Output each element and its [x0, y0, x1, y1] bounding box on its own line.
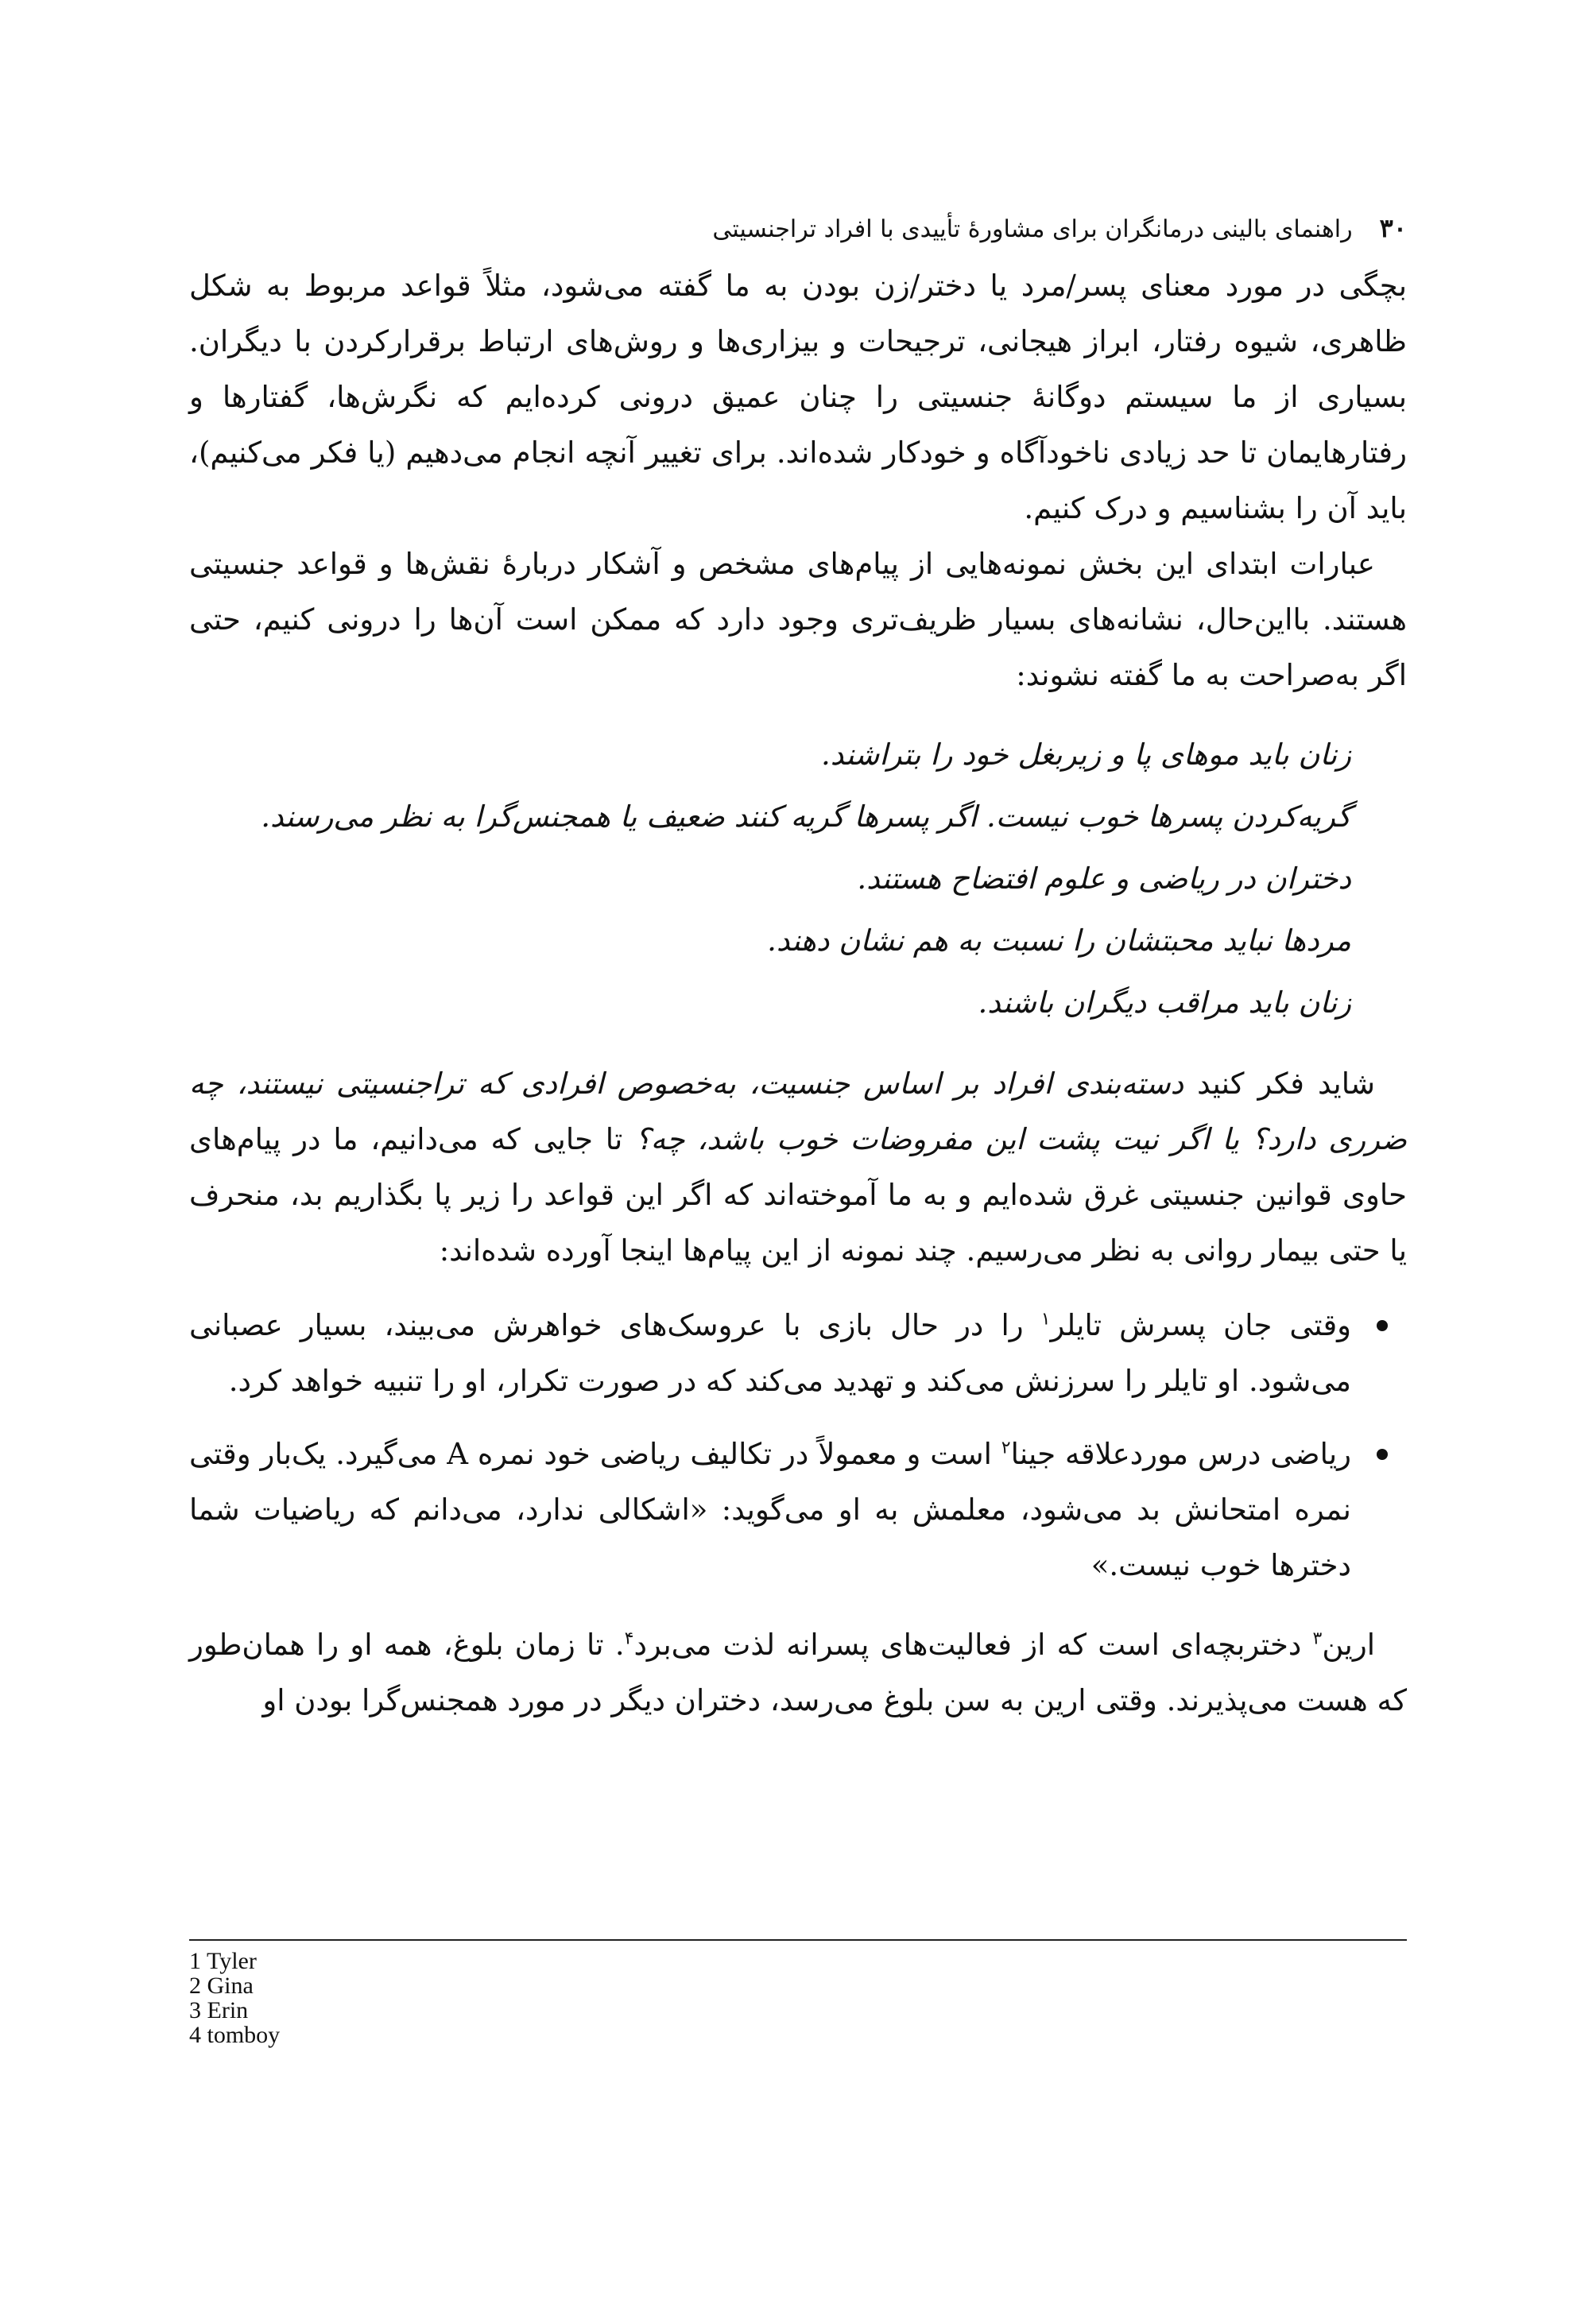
paragraph-4-b: دختربچه‌ای است که از فعالیت‌های پسرانه لذت می‌برد — [633, 1628, 1313, 1662]
running-title: راهنمای بالینی درمانگران برای مشاورهٔ تأییدی با افراد تراجنسیتی — [712, 215, 1353, 243]
quote-block — [189, 724, 1407, 1034]
running-header — [712, 213, 1407, 243]
quote-line: زنان باید موهای پا و زیربغل خود را بتراشند. — [821, 738, 1351, 772]
paragraph-1: بچگی در مورد معنای پسر/مرد یا دختر/زن بودن به ما گفته می‌شود، مثلاً قواعد مربوط به شکل ظاهری، شیوه رفتار، ابراز هیجانی، ترجیحات و بیزاری‌ها و روش‌های ارتباط برقرارکردن با دیگران. بسیاری از ما سیستم دوگانهٔ جنسیتی را چنان عمیق درونی کرده‌ایم که نگرش‌ها، گفتارها و رفتارهایمان تا حد زیادی ناخودآگاه و خودکار شده‌اند. برای تغییر آنچه انجام می‌دهیم (یا فکر می‌کنیم)، باید آن را بشناسیم و درک کنیم. — [189, 269, 1407, 525]
footnote: 4 tomboy — [189, 2022, 281, 2048]
footnote-ref-2: ۲ — [1001, 1438, 1011, 1458]
paragraph-4-c: . تا زمان بلوغ، همه او را همان‌طور که هست می‌پذیرند. وقتی ارین به سن بلوغ می‌رسد، دختران دیگر در مورد همجنس‌گرا بودن او — [189, 1628, 1407, 1717]
footnote: 2 Gina — [189, 1973, 254, 1999]
quote-line: مردها نباید محبتشان را نسبت به هم نشان دهند. — [767, 923, 1351, 958]
footnote-ref-4: ۴ — [624, 1628, 634, 1649]
bullet-1-text-a: وقتی جان پسرش تایلر — [1050, 1308, 1351, 1342]
paragraph-3 — [189, 1056, 1407, 1279]
footnote-ref-3: ۳ — [1312, 1628, 1323, 1649]
list-item — [189, 1427, 1407, 1593]
bullet-2-text-a: ریاضی درس موردعلاقه جینا — [1010, 1437, 1352, 1471]
paragraph-3-lead: شاید فکر کنید — [1183, 1067, 1375, 1101]
paragraph-2: عبارات ابتدای این بخش نمونه‌هایی از پیام‌های مشخص و آشکار دربارهٔ نقش‌ها و قواعد جنسیتی هستند. بااین‌حال، نشانه‌های بسیار ظریف‌تری وجود دارد که ممکن است آن‌ها را درونی کنیم، حتی اگر به‌صراحت به ما گفته نشوند: — [189, 547, 1407, 692]
quote-line: دختران در ریاضی و علوم افتضاح هستند. — [857, 862, 1351, 896]
bullet-icon — [1377, 1449, 1388, 1460]
footnote-ref-1: ۱ — [1040, 1309, 1051, 1330]
paragraph-4 — [189, 1617, 1407, 1729]
footnote-divider — [189, 1939, 1407, 1941]
paragraph-3-rest: تا جایی که می‌دانیم، ما در پیام‌های حاوی قوانین جنسیتی غرق شده‌ایم و به ما آموخته‌اند که اگر این قواعد را زیر پا بگذاریم بد، منحرف یا حتی بیمار روانی به نظر می‌رسیم. چند نمونه از این پیام‌ها اینجا آورده شده‌اند: — [189, 1122, 1407, 1268]
paragraph-3-italic: دسته‌بندی افراد بر اساس جنسیت، به‌خصوص افرادی که تراجنسیتی نیستند، چه ضرری دارد؟ یا اگر نیت پشت این مفروضات خوب باشد، چه؟ — [189, 1067, 1408, 1156]
quote-line: گریه‌کردن پسرها خوب نیست. اگر پسرها گریه کنند ضعیف یا همجنس‌گرا به نظر می‌رسند. — [261, 800, 1351, 834]
page-number: ۳۰ — [1379, 213, 1407, 243]
paragraph-4-a: ارین — [1322, 1628, 1375, 1662]
bullet-icon — [1377, 1320, 1388, 1331]
footnotes — [189, 1949, 280, 2047]
example-list — [189, 1298, 1407, 1593]
footnote: 1 Tyler — [189, 1948, 257, 1974]
list-item — [189, 1298, 1407, 1409]
bullet-1-text-b: را در حال بازی با عروسک‌های خواهرش می‌بیند، بسیار عصبانی می‌شود. او تایلر را سرزنش می‌کند و تهدید می‌کند که در صورت تکرار، او را تنبیه خواهد کرد. — [189, 1308, 1351, 1398]
body-text — [189, 258, 1407, 1729]
footnote: 3 Erin — [189, 1997, 249, 2023]
quote-line: زنان باید مراقب دیگران باشند. — [978, 985, 1351, 1020]
bullet-2-text-b: است و معمولاً در تکالیف ریاضی خود نمره A می‌گیرد. یک‌بار وقتی نمره امتحانش بد می‌شود، معلمش به او می‌گوید: «اشکالی ندارد، می‌دانم که ریاضیات شما دخترها خوب نیست.» — [189, 1437, 1351, 1582]
